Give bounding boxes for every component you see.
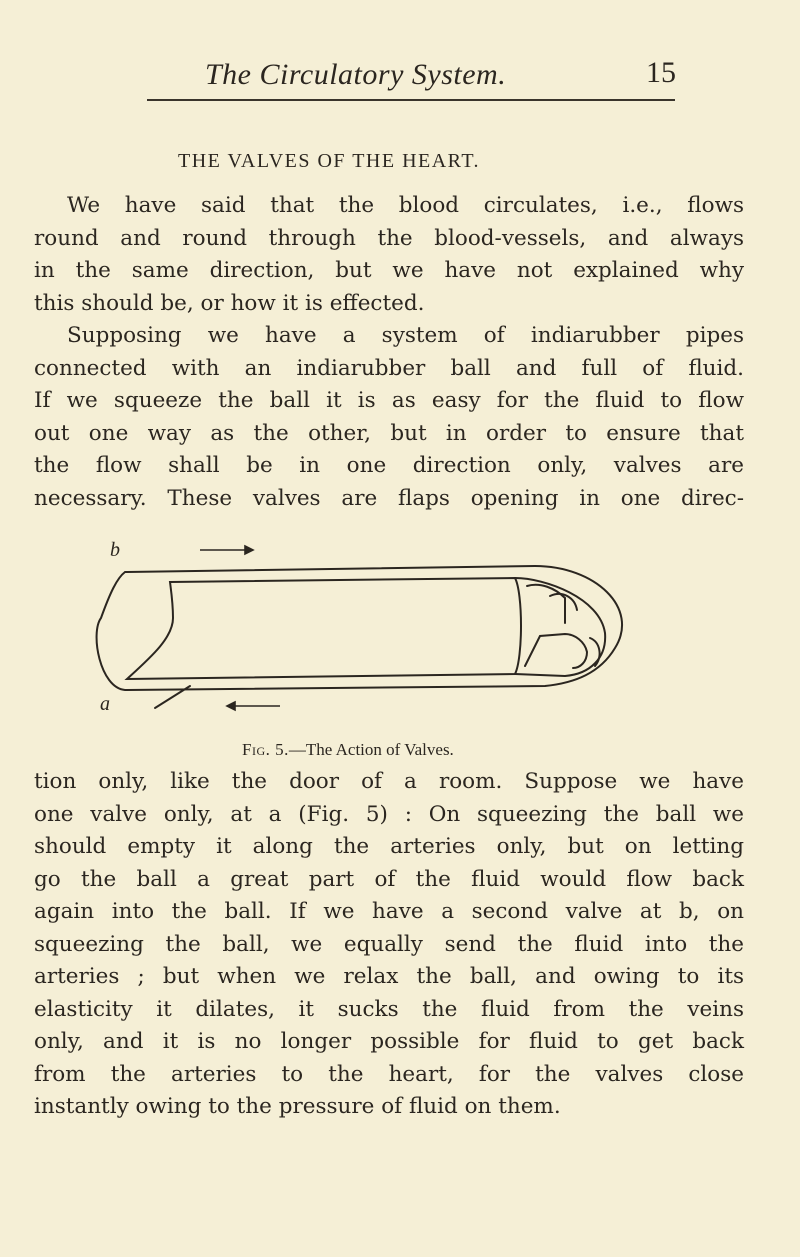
valve-diagram (95, 538, 655, 718)
paragraph-line: tion only, like the door of a room. Suppose we have (34, 769, 744, 794)
page-number: 15 (646, 56, 676, 89)
valve-flap-b (527, 585, 565, 623)
figure-caption (242, 740, 454, 760)
section-heading: THE VALVES OF THE HEART. (178, 150, 481, 172)
paragraph-line: from the arteries to the heart, for the valves close (34, 1061, 744, 1087)
paragraph-1 (34, 190, 744, 320)
top-arrow-head (245, 546, 253, 554)
paragraph-line: arteries ; but when we relax the ball, and owing to its (34, 964, 744, 989)
label-a: a (100, 693, 110, 715)
paragraph-line: out one way as the other, but in order to ensure that (34, 420, 744, 446)
paragraph-line: elasticity it dilates, it sucks the fluid from the veins (34, 996, 744, 1022)
paragraph-line: We have said that the blood circulates, i.e., flows (67, 193, 744, 218)
paragraph-line: in the same direction, but we have not explained why (34, 258, 744, 283)
valve-flap-a (525, 634, 587, 668)
valve-flap-a-inner (590, 638, 600, 666)
paragraph-line: If we squeeze the ball it is as easy for the fluid to flow (34, 388, 744, 413)
paragraph-line: necessary. These valves are flaps opening in one direc- (34, 485, 744, 511)
header-rule (147, 99, 675, 101)
running-title: The Circulatory System. (205, 58, 507, 91)
paragraph-line: this should be, or how it is effected. (34, 290, 425, 316)
paragraph-line: squeezing the ball, we equally send the fluid into the (34, 931, 744, 957)
caption-text: —The Action of Valves. (288, 740, 454, 759)
paragraph-line: only, and it is no longer possible for fluid to get back (34, 1029, 744, 1054)
paragraph-line: the flow shall be in one direction only, valves are (34, 453, 744, 478)
inner-pipe (127, 578, 521, 679)
outer-pipe (97, 566, 622, 690)
valve-figure (95, 538, 655, 718)
bottom-arrow-head (227, 702, 235, 710)
paragraph-line: instantly owing to the pressure of fluid on them. (34, 1094, 561, 1119)
paragraph-line: round and round through the blood-vessels, and always (34, 225, 744, 251)
label-b: b (110, 539, 120, 561)
paragraph-3 (34, 766, 744, 1124)
paragraph-line: should empty it along the arteries only, but on letting (34, 834, 744, 859)
paragraph-line: connected with an indiarubber ball and full of fluid. (34, 355, 744, 381)
caption-fig-number: Fig. 5. (242, 740, 289, 759)
paragraph-line: one valve only, at a (Fig. 5) : On squeezing the ball we (34, 801, 744, 827)
paragraph-line: again into the ball. If we have a second valve at b, on (34, 899, 744, 924)
paragraph-2 (34, 320, 744, 515)
paragraph-line: go the ball a great part of the fluid would flow back (34, 866, 744, 892)
paragraph-line: Supposing we have a system of indiarubber pipes (67, 323, 744, 348)
